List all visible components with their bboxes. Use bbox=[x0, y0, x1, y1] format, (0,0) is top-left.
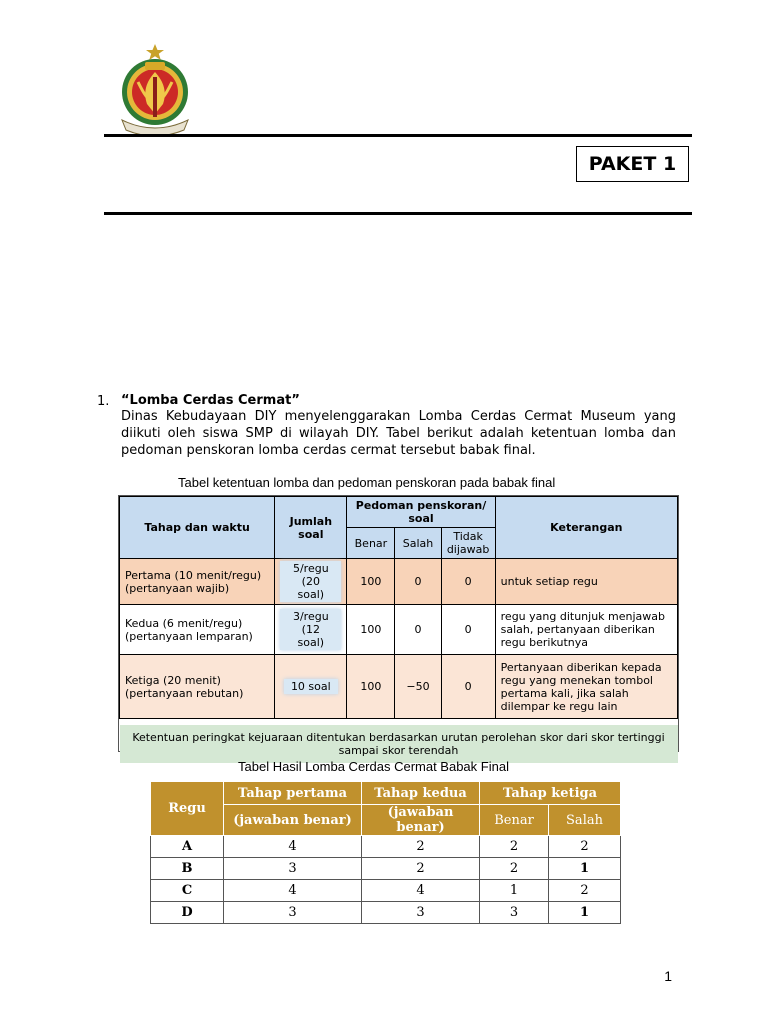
cell-correct: 100 bbox=[347, 655, 395, 719]
cell-unanswered: 0 bbox=[441, 559, 495, 605]
header-stage1-sub: (jawaban benar) bbox=[224, 805, 362, 836]
table-row bbox=[151, 880, 621, 902]
cell-wrong: 1 bbox=[549, 858, 621, 880]
cell-stage2: 2 bbox=[362, 836, 480, 858]
cell-stage2: 3 bbox=[362, 902, 480, 924]
header-wrong: Salah bbox=[395, 528, 441, 559]
header-stage2-sub: (jawaban benar) bbox=[362, 805, 480, 836]
cell-correct: 100 bbox=[347, 559, 395, 605]
cell-count: 5/regu (20 soal) bbox=[280, 561, 341, 602]
table-row bbox=[120, 559, 678, 605]
header-stage2: Tahap kedua bbox=[362, 782, 480, 805]
cell-stage2: 4 bbox=[362, 880, 480, 902]
cell-wrong: 2 bbox=[549, 836, 621, 858]
table-row bbox=[151, 858, 621, 880]
cell-correct: 3 bbox=[480, 902, 549, 924]
cell-team: C bbox=[151, 880, 224, 902]
results-table bbox=[150, 781, 621, 924]
coat-of-arms-icon bbox=[116, 42, 194, 136]
question-title: “Lomba Cerdas Cermat” bbox=[121, 393, 300, 408]
header-notes: Keterangan bbox=[495, 497, 677, 559]
header-correct: Benar bbox=[347, 528, 395, 559]
cell-unanswered: 0 bbox=[441, 655, 495, 719]
table2-caption: Tabel Hasil Lomba Cerdas Cermat Babak Final bbox=[238, 759, 509, 774]
header-stage3-correct: Benar bbox=[480, 805, 549, 836]
cell-count: 10 soal bbox=[284, 679, 338, 694]
cell-stage2: 2 bbox=[362, 858, 480, 880]
table-row bbox=[120, 605, 678, 655]
cell-team: B bbox=[151, 858, 224, 880]
header-count: Jumlah soal bbox=[275, 497, 347, 559]
cell-team: D bbox=[151, 902, 224, 924]
table-row bbox=[151, 836, 621, 858]
cell-stage1: 3 bbox=[224, 858, 362, 880]
header-stage3-wrong: Salah bbox=[549, 805, 621, 836]
cell-wrong: 1 bbox=[549, 902, 621, 924]
cell-stage: Ketiga (20 menit) (pertanyaan rebutan) bbox=[120, 655, 275, 719]
cell-correct: 2 bbox=[480, 858, 549, 880]
cell-count: 3/regu (12 soal) bbox=[280, 609, 341, 650]
paket-label: PAKET 1 bbox=[576, 146, 689, 182]
table-row bbox=[120, 655, 678, 719]
cell-wrong: −50 bbox=[395, 655, 441, 719]
cell-team: A bbox=[151, 836, 224, 858]
cell-stage1: 3 bbox=[224, 902, 362, 924]
cell-wrong: 0 bbox=[395, 559, 441, 605]
header-stage1: Tahap pertama bbox=[224, 782, 362, 805]
question-body: Dinas Kebudayaan DIY menyelenggarakan Lomba Cerdas Cermat Museum yang diikuti oleh siswa SMP di wilayah DIY. Tabel berikut adalah ketentuan lomba dan pedoman penskoran lomba cerdas cermat tersebut babak final. bbox=[121, 409, 676, 458]
cell-stage1: 4 bbox=[224, 836, 362, 858]
cell-wrong: 2 bbox=[549, 880, 621, 902]
cell-correct: 100 bbox=[347, 605, 395, 655]
header-stage3: Tahap ketiga bbox=[480, 782, 621, 805]
cell-wrong: 0 bbox=[395, 605, 441, 655]
cell-unanswered: 0 bbox=[441, 605, 495, 655]
header-rule-top bbox=[104, 134, 692, 137]
cell-notes: regu yang ditunjuk menjawab salah, pertanyaan diberikan regu berikutnya bbox=[495, 605, 677, 655]
table1-caption: Tabel ketentuan lomba dan pedoman penskoran pada babak final bbox=[178, 475, 556, 490]
header-team: Regu bbox=[151, 782, 224, 836]
page-number: 1 bbox=[664, 968, 672, 984]
header-stage: Tahap dan waktu bbox=[120, 497, 275, 559]
cell-notes: Pertanyaan diberikan kepada regu yang menekan tombol pertama kali, jika salah dilempar ke regu lain bbox=[495, 655, 677, 719]
rules-table bbox=[118, 495, 679, 757]
cell-stage1: 4 bbox=[224, 880, 362, 902]
cell-stage: Kedua (6 menit/regu) (pertanyaan lemparan) bbox=[120, 605, 275, 655]
table-row bbox=[151, 902, 621, 924]
header-rule-bottom bbox=[104, 212, 692, 215]
header-unanswered: Tidak dijawab bbox=[441, 528, 495, 559]
table1-footnote: Ketentuan peringkat kejuaraan ditentukan berdasarkan urutan perolehan skor dari skor tertinggi sampai skor terendah bbox=[120, 725, 678, 763]
cell-correct: 2 bbox=[480, 836, 549, 858]
question-number: 1. bbox=[97, 394, 110, 409]
cell-correct: 1 bbox=[480, 880, 549, 902]
header-scoring: Pedoman penskoran/ soal bbox=[347, 497, 495, 528]
cell-stage: Pertama (10 menit/regu) (pertanyaan wajib) bbox=[120, 559, 275, 605]
cell-notes: untuk setiap regu bbox=[495, 559, 677, 605]
